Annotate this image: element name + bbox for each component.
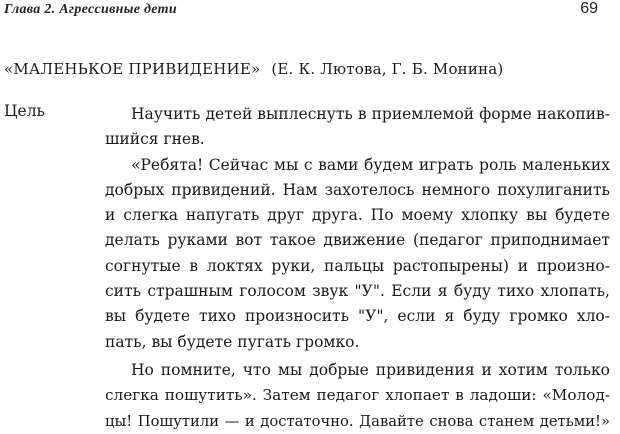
game-title: «МАЛЕНЬКОЕ ПРИВИДЕНИЕ»	[4, 60, 261, 78]
text-line: и слегка напугать друг друга. По моему хлопку вы будете	[105, 206, 610, 225]
paragraph-instructions	[105, 153, 610, 355]
text-line: цы! Пошутили — и достаточно. Давайте снова станем детьми!»	[105, 412, 610, 430]
text-line: слегка пошутить». Затем педагог хлопает в ладоши: «Молод-	[105, 386, 610, 405]
text-line: пать, вы будете пугать громко.	[105, 332, 360, 351]
text-line: делать руками вот такое движение (педагог приподнимает	[105, 231, 610, 250]
text-line: добрых привидений. Нам захотелось немного похулиганить	[105, 180, 610, 199]
body-text	[105, 102, 610, 434]
game-authors: (Е. К. Лютова, Г. Б. Монина)	[271, 60, 504, 78]
text-line: Но помните, что мы добрые привидения и хотим только	[131, 360, 610, 379]
paragraph-goal	[105, 102, 610, 153]
goal-label: Цель	[4, 102, 45, 120]
text-line: вы будете тихо произносить "У", если я буду громко хло-	[105, 307, 610, 326]
text-line: согнутые в локтях руки, пальцы растопырены) и произно-	[105, 256, 610, 275]
game-heading	[4, 60, 614, 78]
text-line: «Ребята! Сейчас мы с вами будем играть роль маленьких	[131, 155, 610, 174]
text-line: Научить детей выплеснуть в приемлемой форме накопив-	[131, 105, 610, 123]
text-line: сить страшным голосом звук "У". Если я буду тихо хлопать,	[105, 282, 610, 301]
text-line: шийся гнев.	[105, 130, 205, 149]
running-header: Глава 2. Агрессивные дети	[4, 2, 177, 17]
page-number: 69	[580, 0, 598, 17]
paragraph-closing	[105, 358, 610, 434]
